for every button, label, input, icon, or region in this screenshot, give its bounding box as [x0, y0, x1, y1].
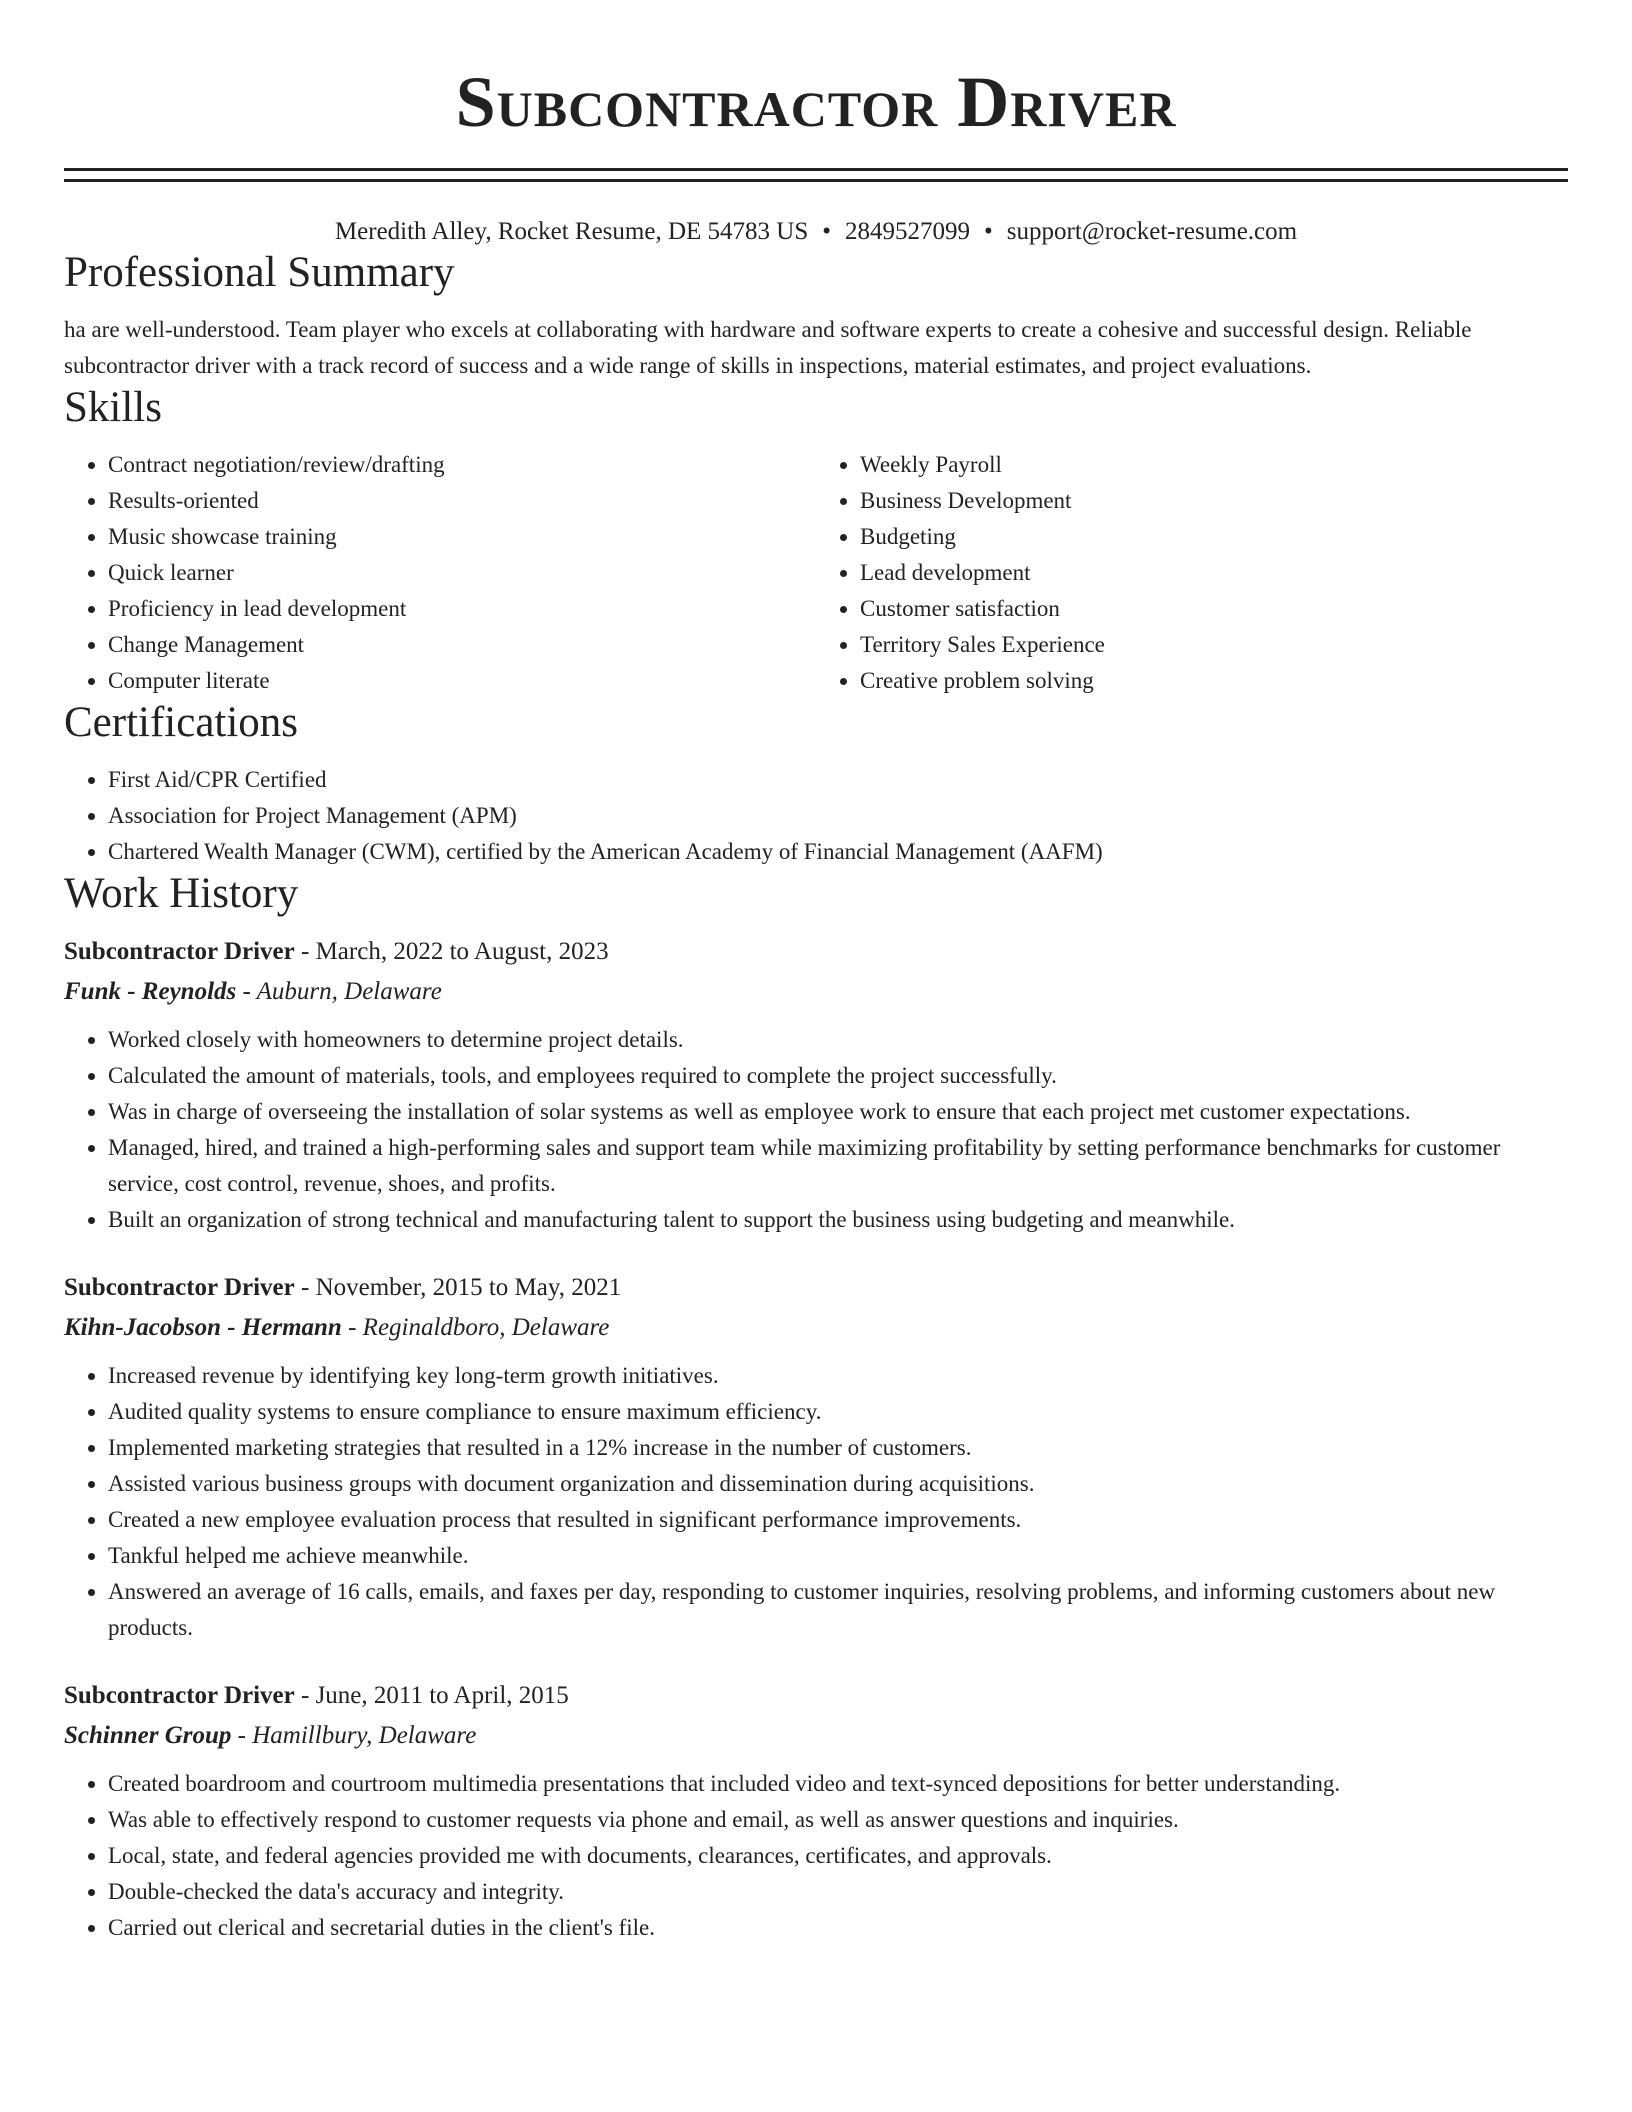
job-bullet: • Local, state, and federal agencies provided me with documents, clearances, certificates, and approvals.: [108, 1838, 1568, 1874]
job-title: Subcontractor Driver: [64, 1681, 295, 1709]
skill-item: • Change Management: [108, 627, 816, 663]
job-bullet: • Worked closely with homeowners to determine project details.: [108, 1022, 1568, 1058]
job-bullets: [64, 1766, 1568, 1946]
job-company: Kihn-Jacobson - Hermann: [64, 1313, 342, 1341]
work-history-heading: Work History: [64, 870, 299, 918]
skills-column-left: [64, 447, 816, 699]
job-bullet: • Calculated the amount of materials, tools, and employees required to complete the project successfully.: [108, 1058, 1568, 1094]
title-divider: [64, 168, 1568, 182]
job-bullet: • Audited quality systems to ensure compliance to ensure maximum efficiency.: [108, 1394, 1568, 1430]
job-company-line: [64, 1308, 1568, 1348]
skill-item: • Quick learner: [108, 555, 816, 591]
skill-item: • Territory Sales Experience: [860, 627, 1568, 663]
job-dates: - March, 2022 to August, 2023: [294, 937, 609, 965]
job-dates: - November, 2015 to May, 2021: [294, 1273, 622, 1301]
job-bullet: • Assisted various business groups with document organization and dissemination during acquisitions.: [108, 1466, 1568, 1502]
skill-item: • Creative problem solving: [860, 663, 1568, 699]
skill-item: • Customer satisfaction: [860, 591, 1568, 627]
job-bullet: • Built an organization of strong technical and manufacturing talent to support the business using budgeting and meanwhile.: [108, 1202, 1568, 1238]
job-entry: [64, 1676, 1568, 1946]
certification-item: • Association for Project Management (APM): [108, 798, 1568, 834]
skill-item: • Business Development: [860, 483, 1568, 519]
job-bullets: [64, 1358, 1568, 1646]
job-bullet: • Was able to effectively respond to customer requests via phone and email, as well as answer questions and inquiries.: [108, 1802, 1568, 1838]
job-title: Subcontractor Driver: [64, 1273, 295, 1301]
resume-title: Subcontractor Driver: [455, 62, 1177, 142]
job-company-line: [64, 1716, 1568, 1756]
job-title-line: [64, 1268, 1568, 1308]
job-location: - Auburn, Delaware: [236, 977, 442, 1005]
contact-email: support@rocket-resume.com: [1006, 218, 1298, 245]
contact-address: Meredith Alley, Rocket Resume, DE 54783 US: [334, 218, 809, 245]
certification-item: • First Aid/CPR Certified: [108, 762, 1568, 798]
skills-list: [64, 447, 1568, 699]
job-bullet: • Tankful helped me achieve meanwhile.: [108, 1538, 1568, 1574]
job-location: - Reginaldboro, Delaware: [341, 1313, 610, 1341]
job-bullets: [64, 1022, 1568, 1238]
job-bullet: • Answered an average of 16 calls, emails, and faxes per day, responding to customer inquiries, resolving problems, and informing customers about new products.: [108, 1574, 1568, 1646]
job-title-line: [64, 932, 1568, 972]
contact-line: [64, 216, 1568, 249]
job-company: Schinner Group: [64, 1721, 232, 1749]
summary-heading: Professional Summary: [64, 248, 455, 296]
job-bullet: • Was in charge of overseeing the installation of solar systems as well as employee work to ensure that each project met customer expectations.: [108, 1094, 1568, 1130]
skill-item: • Contract negotiation/review/drafting: [108, 447, 816, 483]
job-bullet: • Managed, hired, and trained a high-performing sales and support team while maximizing profitability by setting performance benchmarks for customer service, cost control, revenue, shoes, and profits.: [108, 1130, 1568, 1202]
job-bullet: • Created a new employee evaluation process that resulted in significant performance improvements.: [108, 1502, 1568, 1538]
skill-item: • Computer literate: [108, 663, 816, 699]
contact-phone: 2849527099: [845, 218, 971, 245]
job-location: - Hamillbury, Delaware: [231, 1721, 477, 1749]
certification-item: • Chartered Wealth Manager (CWM), certified by the American Academy of Financial Management (AAFM): [108, 834, 1568, 870]
job-bullet: • Carried out clerical and secretarial duties in the client's file.: [108, 1910, 1568, 1946]
job-bullet: • Increased revenue by identifying key long-term growth initiatives.: [108, 1358, 1568, 1394]
job-company-line: [64, 972, 1568, 1012]
job-entry: [64, 1268, 1568, 1646]
skill-item: • Lead development: [860, 555, 1568, 591]
certifications-heading: Certifications: [64, 699, 299, 747]
job-dates: - June, 2011 to April, 2015: [294, 1681, 569, 1709]
contact-separator: •: [822, 218, 832, 245]
skill-item: • Budgeting: [860, 519, 1568, 555]
skills-heading: Skills: [64, 383, 162, 431]
job-company: Funk - Reynolds: [64, 977, 237, 1005]
skill-item: • Weekly Payroll: [860, 447, 1568, 483]
skill-item: • Proficiency in lead development: [108, 591, 816, 627]
job-bullet: • Double-checked the data's accuracy and integrity.: [108, 1874, 1568, 1910]
job-bullet: • Created boardroom and courtroom multimedia presentations that included video and text-synced depositions for better understanding.: [108, 1766, 1568, 1802]
job-title-line: [64, 1676, 1568, 1716]
job-bullet: • Implemented marketing strategies that resulted in a 12% increase in the number of customers.: [108, 1430, 1568, 1466]
skill-item: • Results-oriented: [108, 483, 816, 519]
skill-item: • Music showcase training: [108, 519, 816, 555]
job-title: Subcontractor Driver: [64, 937, 295, 965]
job-entry: [64, 932, 1568, 1238]
skills-column-right: [816, 447, 1568, 699]
contact-separator: •: [984, 218, 993, 245]
certifications-list: [64, 762, 1568, 870]
summary-text: ha are well-understood. Team player who excels at collaborating with hardware and software experts to create a cohesive and successful design. Reliable subcontractor driver with a track record of success and a wide range of skills in inspections, material estimates, and project evaluations.: [64, 316, 1472, 378]
